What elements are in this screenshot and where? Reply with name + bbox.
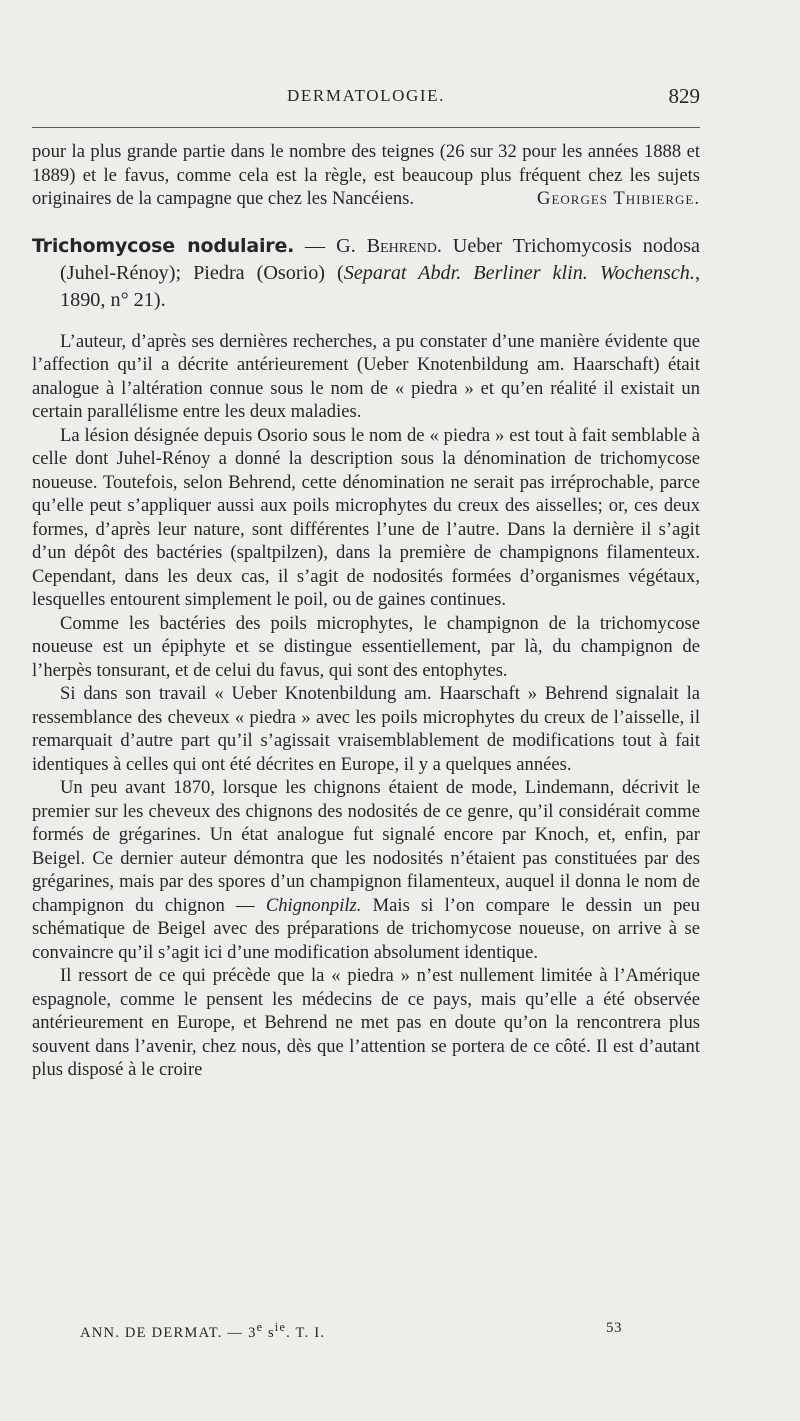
page-number: 829 <box>668 84 700 108</box>
running-header <box>32 86 700 112</box>
paragraph: Comme les bactéries des poils microphytes, le champignon de la trichomycose noueuse est un épiphyte et se distingue essentiellement, par là, du champignon de l’herpès tonsurant, et de celui du favus, qui sont des entophytes. <box>32 612 700 681</box>
page-footer <box>80 1320 700 1342</box>
page-body <box>32 140 700 1082</box>
paragraph: L’auteur, d’après ses dernières recherches, a pu constater d’une manière évidente que l’affection qu’il a décrite antérieurement (Ueber Knotenbildung am. Haarschaft) était analogue à l’altération connue sous le nom de « piedra » et qu’en réalité il existait un certain parallélisme entre les deux maladies. <box>32 330 700 422</box>
footer-series: s <box>263 1324 275 1341</box>
paragraph: Si dans son travail « Ueber Knotenbildung am. Haarschaft » Behrend signalait la ressemblance des cheveux « piedra » avec les poils microphytes du creux de l’aisselle, il remarquait d’autre part qu’il s’agissait vraisemblablement de modifications tout à fait identiques à celles qui ont été décrites en Europe, il y a quelques années. <box>32 683 700 775</box>
paragraph: Il ressort de ce qui précède que la « piedra » n’est nullement limitée à l’Amérique espagnole, comme le pensent les médecins de ce pays, mais qu’elle a été observée antérieurement en Europe, et Behrend ne met pas en doute qu’on la rencontrera plus souvent dans l’avenir, chez nous, dès que l’attention se portera de ce côté. Il est d’autant plus disposé à le croire <box>32 965 700 1080</box>
paragraph-text: Un peu avant 1870, lorsque les chignons étaient de mode, Lindemann, décrivit le premier sur les cheveux des chignons des nodosités de ce genre, qu’il considérait comme formés de grégarines. Un état analogue fut signalé encore par Knoch, et, enfin, par Beigel. Ce dernier auteur démontra que les nodosités n’étaient pas constituées par des grégarines, mais par des spores d’un champignon filamenteux, auquel il donna le nom de champignon du chignon — <box>32 777 700 916</box>
footer-sup: ie <box>274 1320 287 1334</box>
paragraph <box>32 776 700 964</box>
entry-title-text: Ueber Trichomycosis nodosa (Juhel-Rénoy); Piedra (Osorio) ( <box>60 234 700 284</box>
paragraph-text: Mais si l’on compare le dessin un peu schématique de Beigel avec des préparations de trichomycose noueuse, on arrive à se convaincre qu’il s’agit ici d’une modification absolument identique. <box>32 894 700 963</box>
signature-mark: 53 <box>606 1320 622 1336</box>
entry-source: Separat Abdr. Berliner klin. Wochensch. <box>343 261 695 284</box>
entry-heading <box>32 233 700 314</box>
footer-volume: . T. I. <box>286 1324 326 1341</box>
header-rule <box>32 127 700 128</box>
paragraph-italic: Chignonpilz. <box>265 894 362 916</box>
footer-sup: e <box>256 1320 264 1334</box>
journal-ref <box>80 1320 326 1341</box>
entry-source-rest: , 1890, n° 21). <box>60 261 700 311</box>
paragraph: La lésion désignée depuis Osorio sous le nom de « piedra » est tout à fait semblable à celle dont Juhel-Rénoy a donné la description sous la dénomination de trichomycose noueuse. Toutefois, selon Behrend, cette dénomination ne serait pas irréprochable, parce qu’elle peut s’appliquer aussi aux poils microphytes du creux des aisselles; or, ces deux formes, d’après leur nature, sont différentes l’une de l’autre. Dans la dernière il s’agit d’un dépôt des bactéries (spaltpilzen), dans la première de champignons filamenteux. Cependant, dans les deux cas, il s’agit de nodosités formées d’organismes végétaux, lesquelles entourent simplement le poil, ou de gaines continues. <box>32 424 700 610</box>
entry-author: Behrend. <box>366 234 442 257</box>
footer-journal: ANN. DE DERMAT. — 3 <box>80 1324 257 1341</box>
continued-paragraph: pour la plus grande partie dans le nombre des teignes (26 sur 32 pour les années 1888 et 1889) et le favus, comme cela est la règle, est beaucoup plus fréquent chez les sujets originaires de la campagne que chez les Nancéiens. <box>32 141 700 209</box>
entry-bold-title: Trichomycose nodulaire. <box>32 234 295 257</box>
signature-name: Georges Thibierge. <box>537 188 700 209</box>
entry-author-prefix: — G. <box>294 234 367 257</box>
running-title: DERMATOLOGIE. <box>287 86 445 105</box>
